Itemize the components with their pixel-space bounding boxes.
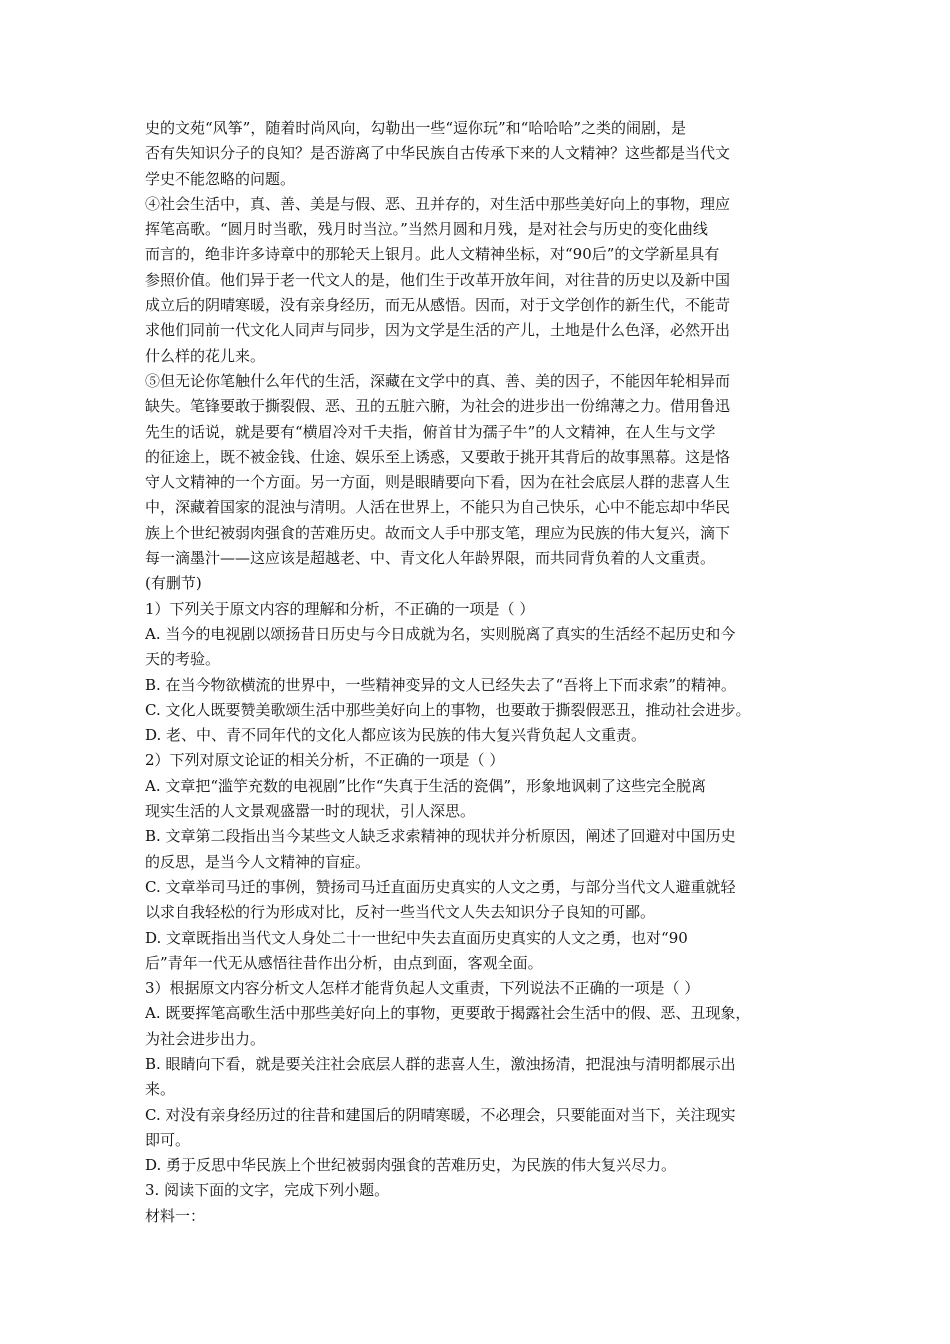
text-line: D. 勇于反思中华民族上个世纪被弱肉强食的苦难历史，为民族的伟大复兴尽力。	[145, 1156, 677, 1175]
text-line: A. 当今的电视剧以颂扬昔日历史与今日成就为名，实则脱离了真实的生活经不起历史和今	[145, 624, 736, 643]
text-line: 求他们同前一代文化人同声与同步，因为文学是生活的产儿，土地是什么色泽，必然开出	[145, 321, 731, 340]
text-line: B. 眼睛向下看，就是要关注社会底层人群的悲喜人生，激浊扬清，把混浊与清明都展示出	[145, 1054, 736, 1073]
text-line: C. 文章举司马迁的事例，赞扬司马迁直面历史真实的人文之勇，与部分当代文人避重就轻	[145, 877, 736, 896]
text-line: B. 在当今物欲横流的世界中，一些精神变异的文人已经失去了“吾将上下而求索”的精神。	[145, 675, 736, 694]
text-line: 而言的，绝非许多诗章中的那轮天上银月。此人文精神坐标，对“90后”的文学新星具有	[145, 245, 720, 264]
text-line: 天的考验。	[145, 650, 221, 669]
text-line: 否有失知识分子的良知？是否游离了中华民族自古传承下来的人文精神？这些都是当代文	[145, 144, 731, 163]
text-line: C. 文化人既要赞美歌颂生活中那些美好向上的事物，也要敢于撕裂假恶丑，推动社会进步。	[145, 700, 751, 719]
text-line: 2）下列对原文论证的相关分析，不正确的一项是（ ）	[145, 751, 505, 770]
text-line: A. 既要挥笔高歌生活中那些美好向上的事物，更要敢于揭露社会生活中的假、恶、丑现象，	[145, 1004, 751, 1023]
text-line: 史的文苑“风筝”，随着时尚风向，勾勒出一些“逗你玩”和“哈哈哈”之类的闹剧，是	[145, 119, 687, 137]
text-line: 3. 阅读下面的文字，完成下列小题。	[145, 1181, 390, 1200]
text-line: 中，深藏着国家的混浊与清明。人活在世界上，不能只为自己快乐，心中不能忘却中华民	[145, 498, 731, 517]
text-line: 1）下列关于原文内容的理解和分析，不正确的一项是（ ）	[145, 599, 535, 618]
text-line: B. 文章第二段指出当今某些文人缺乏求索精神的现状并分析原因，阐述了回避对中国历史	[145, 827, 736, 846]
text-line: 现实生活的人文景观盛嚣一时的现状，引人深思。	[145, 802, 476, 821]
text-line: 学史不能忽略的问题。	[145, 169, 296, 188]
text-line: ⑤但无论你笔触什么年代的生活，深藏在文学中的真、善、美的因子，不能因年轮相异而	[145, 371, 731, 390]
text-line: 后”青年一代无从感悟往昔作出分析，由点到面，客观全面。	[145, 953, 543, 972]
text-line: 为社会进步出力。	[145, 1029, 266, 1048]
text-line: 挥笔高歌。“圆月时当歌，残月时当泣。”当然月圆和月残，是对社会与历史的变化曲线	[145, 220, 708, 239]
text-line: 每一滴墨汁——这应该是超越老、中、青文化人年龄界限，而共同背负着的人文重责。	[145, 549, 716, 568]
text-line: C. 对没有亲身经历过的往昔和建国后的阴晴寒暖，不必理会，只要能面对当下，关注现实	[145, 1105, 736, 1124]
document-body	[145, 116, 815, 1229]
text-line: 以求自我轻松的行为形成对比，反衬一些当代文人失去知识分子良知的可鄙。	[145, 903, 656, 922]
text-line: D. 老、中、青不同年代的文化人都应该为民族的伟大复兴背负起人文重责。	[145, 726, 647, 745]
text-line: D. 文章既指出当代文人身处二十一世纪中失去直面历史真实的人文之勇，也对“90	[145, 928, 688, 947]
text-line: 的征途上，既不被金钱、仕途、娱乐至上诱惑，又要敢于挑开其背后的故事黑幕。这是恪	[145, 447, 731, 466]
text-line: 来。	[145, 1080, 176, 1099]
text-line: (有删节)	[145, 574, 202, 593]
text-line: 先生的话说，就是要有“横眉冷对千夫指，俯首甘为孺子牛”的人文精神，在人生与文学	[145, 422, 716, 441]
text-line: 什么样的花儿来。	[145, 346, 266, 365]
text-line: 族上个世纪被弱肉强食的苦难历史。故而文人手中那支笔，理应为民族的伟大复兴，滴下	[145, 523, 731, 542]
text-line: 即可。	[145, 1130, 191, 1149]
text-line: 3）根据原文内容分析文人怎样才能背负起人文重责，下列说法不正确的一项是（ ）	[145, 979, 700, 998]
text-line: 的反思，是当今人文精神的盲症。	[145, 852, 371, 871]
text-line: ④社会生活中，真、善、美是与假、恶、丑并存的，对生活中那些美好向上的事物，理应	[145, 194, 731, 213]
text-line: A. 文章把“滥竽充数的电视剧”比作“失真于生活的瓷偶”，形象地讽刺了这些完全脱离	[145, 776, 707, 795]
text-line: 守人文精神的一个方面。另一方面，则是眼睛要向下看，因为在社会底层人群的悲喜人生	[145, 473, 731, 492]
text-line: 参照价值。他们异于老一代文人的是，他们生于改革开放年间，对往昔的历史以及新中国	[145, 270, 731, 289]
text-line: 材料一：	[145, 1206, 206, 1225]
text-line: 缺失。笔锋要敢于撕裂假、恶、丑的五脏六腑，为社会的进步出一份绵薄之力。借用鲁迅	[145, 397, 731, 416]
text-line: 成立后的阴晴寒暖，没有亲身经历，而无从感悟。因而，对于文学创作的新生代，不能苛	[145, 296, 731, 315]
